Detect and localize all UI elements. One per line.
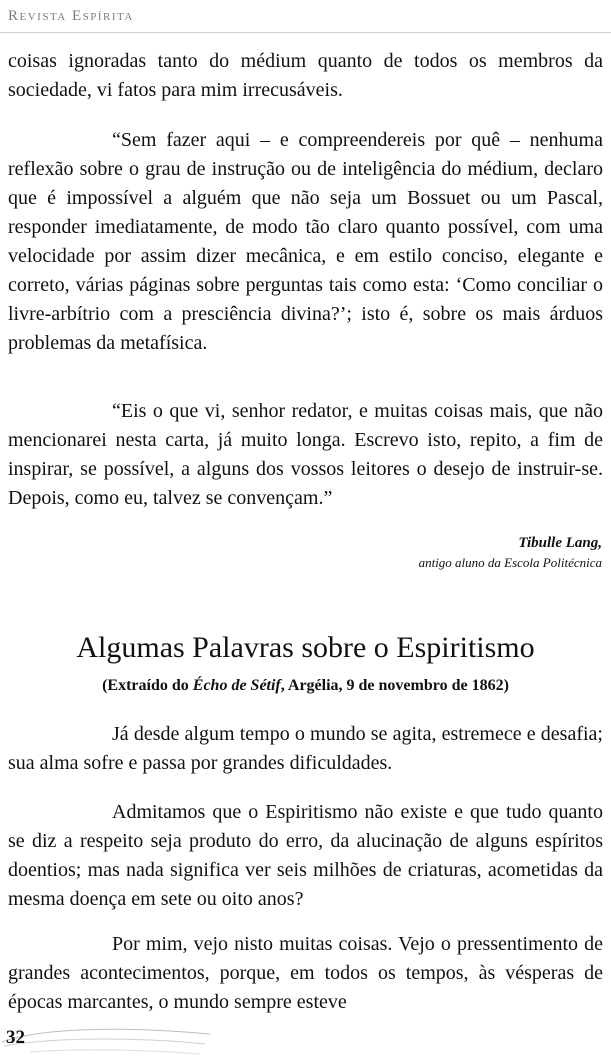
letter-paragraph-continued: coisas ignoradas tanto do médium quanto de todos os membros da sociedade, vi fatos para mim irrecusáveis. [8, 50, 603, 101]
article-paragraph-2: Admitamos que o Espiritismo não existe e que tudo quanto se diz a respeito seja produto do erro, da alucinação de alguns espíritos doentios; mas nada significa ver seis milhões de criaturas, acometidas da mesma doença em sete ou oito anos? [8, 801, 603, 910]
signature-name: Tibulle Lang, [518, 535, 602, 551]
subtitle-suffix: , Argélia, 9 de novembro de 1862) [280, 677, 509, 694]
decorative-swash-icon [0, 1024, 220, 1058]
header-rule [0, 32, 611, 33]
subtitle-source: Écho de Sétif [192, 677, 281, 694]
article-title: Algumas Palavras sobre o Espiritismo [76, 631, 535, 664]
article-subtitle [0, 675, 611, 697]
letter-paragraph-2: “Eis o que vi, senhor redator, e muitas coisas mais, que não mencionarei nesta carta, já muito longa. Escrevo isto, repito, a fim de inspirar, se possível, a alguns dos vossos leitores o desejo de instruir-se. Depois, como eu, talvez se convençam.” [8, 400, 603, 509]
running-header: Revista Espírita [8, 8, 134, 24]
subtitle-prefix: (Extraído do [102, 677, 193, 694]
letter-paragraph-1: “Sem fazer aqui – e compreendereis por quê – nenhuma reflexão sobre o grau de instrução ou de inteligência do médium, declaro que é impossível a alguém que não seja um Bossuet ou um Pascal, responder imediatamente, de modo tão claro quanto possível, com uma velocidade por assim dizer mecânica, e em estilo conciso, elegante e correto, várias páginas sobre perguntas tais como esta: ‘Como conciliar o livre-arbítrio com a presciência divina?’; isto é, sobre os mais árduos problemas da metafísica. [8, 129, 603, 354]
signature-block [202, 533, 602, 573]
article-paragraph-1: Já desde algum tempo o mundo se agita, estremece e desafia; sua alma sofre e passa por grandes dificuldades. [8, 723, 603, 774]
page-number: 32 [6, 1027, 25, 1048]
signature-role: antigo aluno da Escola Politécnica [418, 555, 602, 570]
article-paragraph-3: Por mim, vejo nisto muitas coisas. Vejo o pressentimento de grandes acontecimentos, porque, em todos os tempos, às vésperas de épocas marcantes, o mundo sempre esteve [8, 933, 603, 1013]
